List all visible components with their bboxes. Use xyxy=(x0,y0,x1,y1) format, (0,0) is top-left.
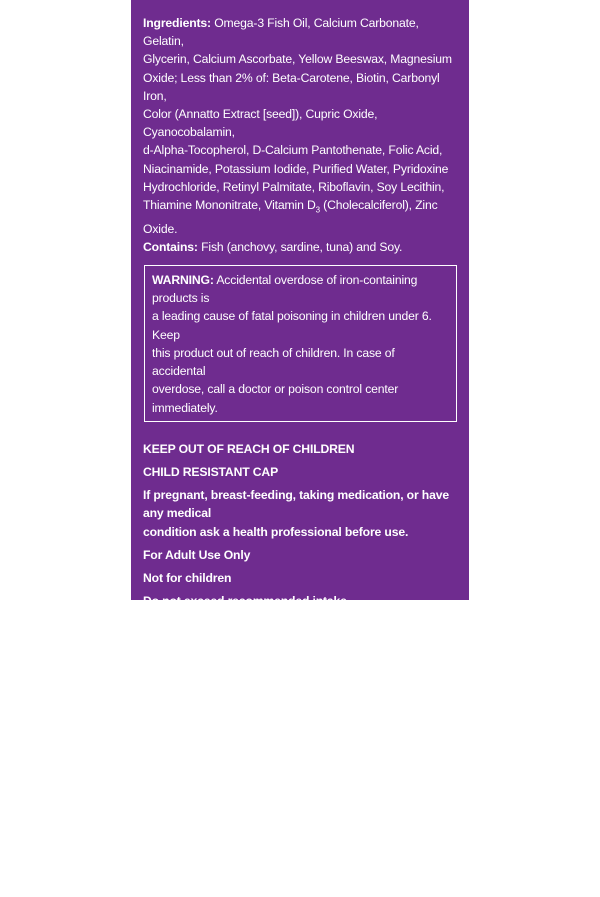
contains-text: Fish (anchovy, sardine, tuna) and Soy. xyxy=(197,239,403,254)
color-note-statement: Due to the use of colors derived from natural sources, some dark spots may appear on the softgel over time. This does not impact product quality or safety. xyxy=(143,718,449,806)
warning-text: Accidental overdose of iron-containing products is a leading cause of fatal poisoning in children under 6. Keep this product out of reach of children. In case of accidental overdose, call a doctor or poison control center immediately. xyxy=(152,273,432,415)
origin-statement: Product of Spain xyxy=(143,821,231,836)
safety-seal-statement: Do not use if printed safety seal bearing "Bayer HealthCare" under cap is torn or missing. xyxy=(143,617,411,668)
adult-use-statement: For Adult Use Only xyxy=(143,547,251,562)
vitamin-d-subscript: 3 xyxy=(315,205,320,215)
contains-paragraph xyxy=(143,238,458,256)
ingredients-text-end: (Cholecalciferol), Zinc Oxide. xyxy=(143,198,438,236)
not-for-children-statement: Not for children xyxy=(143,570,232,585)
storage-statement: Store at room temperature. Avoid temperatures above 25°C (77°F). xyxy=(143,676,457,710)
contains-heading: Contains: xyxy=(143,239,198,254)
child-resistant-cap-statement: CHILD RESISTANT CAP xyxy=(143,464,279,479)
ingredients-text: Omega-3 Fish Oil, Calcium Carbonate, Gelatin, Glycerin, Calcium Ascorbate, Yellow Beeswax, Magnesium Oxide; Less than 2% of: Beta-Carotene, Biotin, Carbonyl Iron, Color (Annatto Extract [seed]), Cupric Oxide, Cyanocobalamin, d-Alpha-Tocopherol, D-Calcium Pantothenate, Folic Acid, Niacinamide, Potassium Iodide, Purified Water, Pyridoxine Hydrochloride, Retinyl Palmitate, Riboflavin, Soy Lecithin, Thiamine Mononitrate, Vitamin D xyxy=(143,16,452,213)
warning-box xyxy=(144,265,457,422)
warning-paragraph xyxy=(152,271,449,417)
keep-out-of-reach-statement: KEEP OUT OF REACH OF CHILDREN xyxy=(143,441,355,456)
pregnancy-advice-statement: If pregnant, breast-feeding, taking medication, or have any medical condition ask a health professional before use. xyxy=(143,488,449,539)
ingredients-paragraph xyxy=(143,14,458,238)
distributor-block: Dist. by: Bayer HealthCare LLC Whippany, NJ 07981 xyxy=(143,844,263,895)
supplement-label-panel xyxy=(131,0,469,895)
warning-heading: WARNING: xyxy=(152,273,214,288)
ingredients-heading: Ingredients: xyxy=(143,16,211,30)
intake-limit-statement: Do not exceed recommended intake xyxy=(143,594,347,609)
